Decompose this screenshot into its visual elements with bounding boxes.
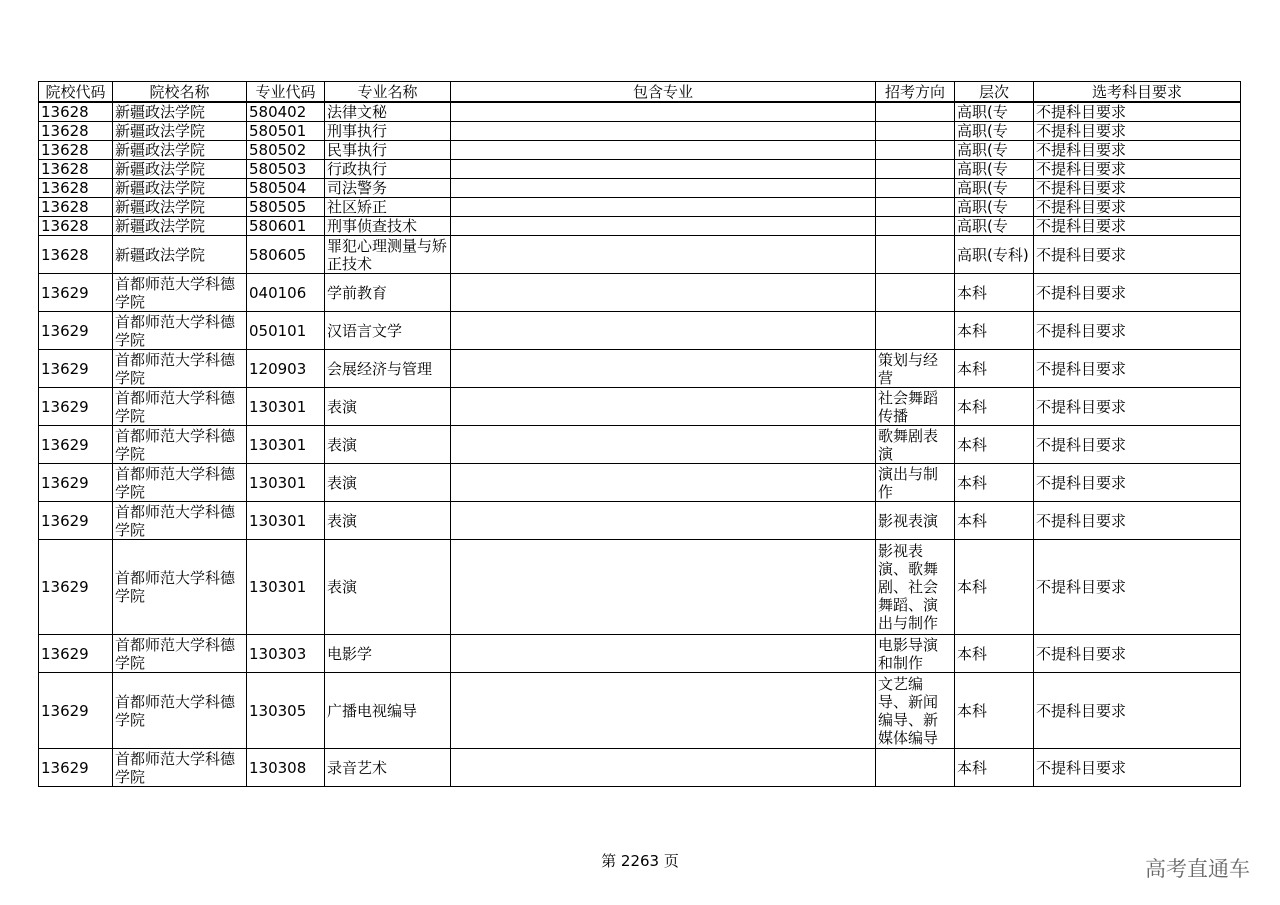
table-row: [39, 217, 1241, 236]
cell-major-name: 表演: [325, 426, 451, 464]
cell-subject-requirement: 不提科目要求: [1034, 635, 1241, 673]
cell-school-code: 13628: [39, 179, 113, 198]
cell-school-code: 13629: [39, 388, 113, 426]
header-school-name: 院校名称: [113, 82, 247, 103]
table-row: [39, 350, 1241, 388]
cell-included-majors: [451, 350, 876, 388]
cell-school-name: 新疆政法学院: [113, 217, 247, 236]
cell-included-majors: [451, 236, 876, 274]
cell-school-code: 13628: [39, 160, 113, 179]
cell-subject-requirement: 不提科目要求: [1034, 198, 1241, 217]
cell-level: 本科: [955, 388, 1034, 426]
header-level: 层次: [955, 82, 1034, 103]
cell-level: 高职(专: [955, 102, 1034, 122]
cell-major-name: 民事执行: [325, 141, 451, 160]
cell-school-name: 首都师范大学科德学院: [113, 502, 247, 540]
header-school-code: 院校代码: [39, 82, 113, 103]
cell-school-code: 13628: [39, 236, 113, 274]
table-row: [39, 122, 1241, 141]
cell-major-name: 法律文秘: [325, 102, 451, 122]
table-row: [39, 426, 1241, 464]
cell-school-name: 新疆政法学院: [113, 236, 247, 274]
cell-major-name: 表演: [325, 502, 451, 540]
cell-major-name: 表演: [325, 388, 451, 426]
cell-subject-requirement: 不提科目要求: [1034, 217, 1241, 236]
cell-major-name: 会展经济与管理: [325, 350, 451, 388]
table-row: [39, 102, 1241, 122]
cell-major-code: 130301: [247, 426, 325, 464]
cell-school-name: 新疆政法学院: [113, 102, 247, 122]
cell-subject-requirement: 不提科目要求: [1034, 141, 1241, 160]
cell-direction: [876, 749, 955, 787]
cell-school-code: 13629: [39, 502, 113, 540]
table-row: [39, 312, 1241, 350]
cell-subject-requirement: 不提科目要求: [1034, 540, 1241, 635]
cell-included-majors: [451, 673, 876, 749]
cell-major-name: 汉语言文学: [325, 312, 451, 350]
table-row: [39, 635, 1241, 673]
cell-school-code: 13628: [39, 141, 113, 160]
cell-included-majors: [451, 141, 876, 160]
table-row: [39, 673, 1241, 749]
cell-school-code: 13629: [39, 673, 113, 749]
cell-included-majors: [451, 464, 876, 502]
cell-included-majors: [451, 635, 876, 673]
cell-major-code: 040106: [247, 274, 325, 312]
table-row: [39, 388, 1241, 426]
cell-school-name: 新疆政法学院: [113, 160, 247, 179]
cell-included-majors: [451, 160, 876, 179]
cell-school-code: 13628: [39, 198, 113, 217]
cell-subject-requirement: 不提科目要求: [1034, 179, 1241, 198]
cell-major-name: 录音艺术: [325, 749, 451, 787]
cell-major-name: 行政执行: [325, 160, 451, 179]
cell-major-code: 130301: [247, 540, 325, 635]
cell-direction: [876, 312, 955, 350]
watermark: 高考直通车: [1145, 857, 1250, 881]
cell-school-name: 首都师范大学科德学院: [113, 350, 247, 388]
cell-subject-requirement: 不提科目要求: [1034, 102, 1241, 122]
cell-included-majors: [451, 426, 876, 464]
cell-included-majors: [451, 102, 876, 122]
cell-major-code: 130303: [247, 635, 325, 673]
cell-subject-requirement: 不提科目要求: [1034, 312, 1241, 350]
cell-school-name: 新疆政法学院: [113, 198, 247, 217]
cell-major-code: 120903: [247, 350, 325, 388]
cell-direction: 影视表演、歌舞剧、社会舞蹈、演出与制作: [876, 540, 955, 635]
cell-school-code: 13629: [39, 350, 113, 388]
cell-major-code: 580502: [247, 141, 325, 160]
cell-major-name: 表演: [325, 464, 451, 502]
cell-school-code: 13629: [39, 540, 113, 635]
cell-direction: [876, 141, 955, 160]
cell-major-code: 580504: [247, 179, 325, 198]
cell-school-name: 首都师范大学科德学院: [113, 312, 247, 350]
cell-level: 本科: [955, 673, 1034, 749]
table-row: [39, 236, 1241, 274]
cell-major-code: 130301: [247, 388, 325, 426]
cell-school-code: 13628: [39, 217, 113, 236]
table-row: [39, 464, 1241, 502]
cell-major-code: 130301: [247, 464, 325, 502]
cell-school-code: 13628: [39, 102, 113, 122]
cell-included-majors: [451, 179, 876, 198]
cell-subject-requirement: 不提科目要求: [1034, 236, 1241, 274]
cell-major-name: 表演: [325, 540, 451, 635]
cell-direction: [876, 122, 955, 141]
cell-direction: 演出与制作: [876, 464, 955, 502]
table-row: [39, 198, 1241, 217]
cell-level: 高职(专: [955, 141, 1034, 160]
cell-level: 本科: [955, 312, 1034, 350]
header-major-name: 专业名称: [325, 82, 451, 103]
cell-major-code: 580605: [247, 236, 325, 274]
table-row: [39, 160, 1241, 179]
table-row: [39, 274, 1241, 312]
cell-direction: [876, 198, 955, 217]
table-row: [39, 749, 1241, 787]
cell-major-code: 130305: [247, 673, 325, 749]
cell-major-name: 电影学: [325, 635, 451, 673]
header-included-majors: 包含专业: [451, 82, 876, 103]
cell-subject-requirement: 不提科目要求: [1034, 464, 1241, 502]
cell-direction: [876, 179, 955, 198]
cell-subject-requirement: 不提科目要求: [1034, 122, 1241, 141]
cell-school-code: 13629: [39, 426, 113, 464]
cell-included-majors: [451, 502, 876, 540]
table-row: [39, 502, 1241, 540]
cell-level: 高职(专: [955, 160, 1034, 179]
cell-major-code: 580402: [247, 102, 325, 122]
cell-included-majors: [451, 198, 876, 217]
cell-school-name: 新疆政法学院: [113, 179, 247, 198]
table-row: [39, 540, 1241, 635]
cell-major-code: 580503: [247, 160, 325, 179]
cell-school-name: 首都师范大学科德学院: [113, 274, 247, 312]
cell-included-majors: [451, 217, 876, 236]
cell-level: 本科: [955, 426, 1034, 464]
cell-direction: [876, 217, 955, 236]
cell-school-code: 13629: [39, 312, 113, 350]
cell-school-name: 首都师范大学科德学院: [113, 464, 247, 502]
cell-included-majors: [451, 274, 876, 312]
cell-included-majors: [451, 540, 876, 635]
cell-major-name: 刑事侦查技术: [325, 217, 451, 236]
cell-subject-requirement: 不提科目要求: [1034, 502, 1241, 540]
cell-level: 高职(专: [955, 217, 1034, 236]
cell-level: 本科: [955, 635, 1034, 673]
cell-subject-requirement: 不提科目要求: [1034, 160, 1241, 179]
cell-school-code: 13629: [39, 464, 113, 502]
table-row: [39, 141, 1241, 160]
cell-direction: 社会舞蹈传播: [876, 388, 955, 426]
cell-subject-requirement: 不提科目要求: [1034, 673, 1241, 749]
cell-direction: [876, 160, 955, 179]
cell-major-name: 学前教育: [325, 274, 451, 312]
cell-major-code: 580601: [247, 217, 325, 236]
cell-included-majors: [451, 749, 876, 787]
cell-direction: 电影导演和制作: [876, 635, 955, 673]
cell-direction: 歌舞剧表演: [876, 426, 955, 464]
table-header-row: [39, 82, 1241, 103]
cell-school-code: 13629: [39, 635, 113, 673]
cell-major-name: 广播电视编导: [325, 673, 451, 749]
cell-school-code: 13629: [39, 274, 113, 312]
cell-direction: 文艺编导、新闻编导、新媒体编导: [876, 673, 955, 749]
cell-level: 本科: [955, 274, 1034, 312]
cell-level: 本科: [955, 464, 1034, 502]
cell-major-code: 130301: [247, 502, 325, 540]
cell-major-name: 刑事执行: [325, 122, 451, 141]
cell-level: 本科: [955, 749, 1034, 787]
cell-included-majors: [451, 388, 876, 426]
cell-school-code: 13628: [39, 122, 113, 141]
cell-subject-requirement: 不提科目要求: [1034, 274, 1241, 312]
cell-school-name: 首都师范大学科德学院: [113, 673, 247, 749]
cell-major-code: 580505: [247, 198, 325, 217]
cell-included-majors: [451, 312, 876, 350]
cell-school-name: 首都师范大学科德学院: [113, 749, 247, 787]
cell-major-code: 130308: [247, 749, 325, 787]
table-body: [39, 102, 1241, 787]
cell-subject-requirement: 不提科目要求: [1034, 426, 1241, 464]
cell-school-name: 首都师范大学科德学院: [113, 426, 247, 464]
cell-school-name: 首都师范大学科德学院: [113, 388, 247, 426]
cell-included-majors: [451, 122, 876, 141]
cell-major-code: 580501: [247, 122, 325, 141]
cell-level: 本科: [955, 540, 1034, 635]
cell-major-name: 司法警务: [325, 179, 451, 198]
cell-level: 本科: [955, 502, 1034, 540]
cell-subject-requirement: 不提科目要求: [1034, 749, 1241, 787]
cell-school-code: 13629: [39, 749, 113, 787]
cell-subject-requirement: 不提科目要求: [1034, 388, 1241, 426]
cell-level: 高职(专: [955, 198, 1034, 217]
cell-school-name: 首都师范大学科德学院: [113, 635, 247, 673]
cell-major-name: 罪犯心理测量与矫正技术: [325, 236, 451, 274]
cell-level: 本科: [955, 350, 1034, 388]
cell-level: 高职(专: [955, 122, 1034, 141]
admissions-table: [38, 81, 1241, 787]
cell-major-name: 社区矫正: [325, 198, 451, 217]
cell-level: 高职(专科): [955, 236, 1034, 274]
cell-school-name: 新疆政法学院: [113, 141, 247, 160]
cell-direction: 策划与经营: [876, 350, 955, 388]
header-major-code: 专业代码: [247, 82, 325, 103]
cell-subject-requirement: 不提科目要求: [1034, 350, 1241, 388]
table-row: [39, 179, 1241, 198]
header-subject-requirement: 选考科目要求: [1034, 82, 1241, 103]
cell-major-code: 050101: [247, 312, 325, 350]
cell-school-name: 首都师范大学科德学院: [113, 540, 247, 635]
cell-direction: [876, 236, 955, 274]
page-number: 第 2263 页: [601, 852, 679, 870]
cell-direction: [876, 274, 955, 312]
header-direction: 招考方向: [876, 82, 955, 103]
cell-school-name: 新疆政法学院: [113, 122, 247, 141]
cell-direction: 影视表演: [876, 502, 955, 540]
cell-level: 高职(专: [955, 179, 1034, 198]
cell-direction: [876, 102, 955, 122]
